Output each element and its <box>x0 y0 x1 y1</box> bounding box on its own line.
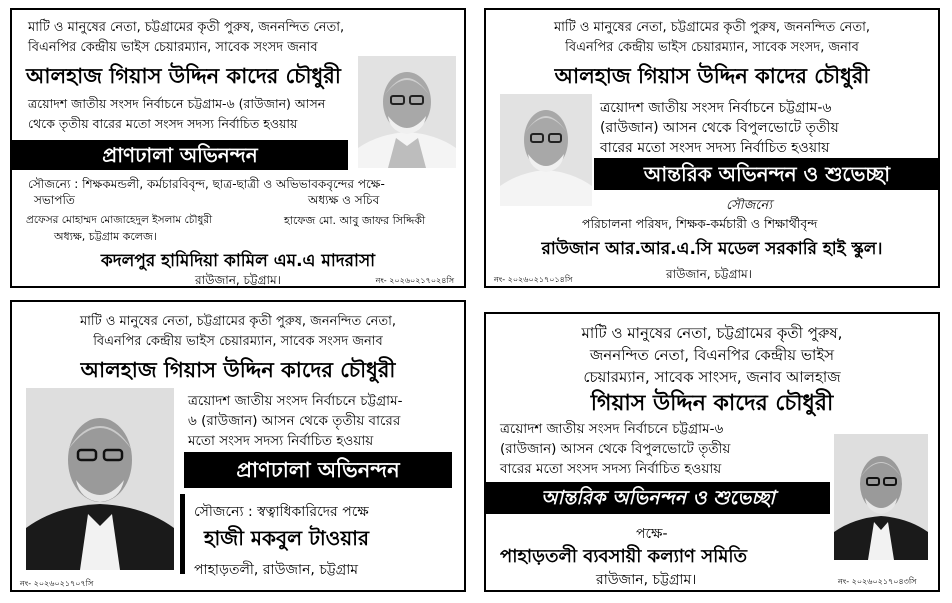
ad3-accent-bar <box>180 494 185 574</box>
ad4-body-line-3: বারের মতো সংসদ সদস্য নির্বাচিত হওয়ায় <box>500 461 722 477</box>
ad2-courtesy-sub: পরিচালনা পরিষদ, শিক্ষক-কর্মচারী ও শিক্ষার্থীবৃন্দ <box>582 216 818 231</box>
ad2-greeting-banner: আন্তরিক অভিনন্দন ও শুভেচ্ছা <box>594 158 940 190</box>
ad4-intro-line-2: জননন্দিত নেতা, বিএনপির কেন্দ্রীয় ভাইস <box>589 346 835 364</box>
ad1-reference-number: নং- ২০২৬০২১৭০২৪সি <box>375 276 454 285</box>
ad1-leader-photo <box>358 56 456 168</box>
ad2-body-line-2: (রাউজান) আসন থেকে বিপুলভোটে তৃতীয় <box>600 120 839 136</box>
ad4-leader-photo <box>834 434 928 560</box>
ad4-body-line-2: (রাউজান) আসন থেকে বিপুলভোটে তৃতীয় <box>500 441 731 457</box>
ad3-organization: হাজী মকবুল টাওয়ার <box>204 526 369 550</box>
ad1-intro-line-2: বিএনপির কেন্দ্রীয় ভাইস চেয়ারম্যান, সাবেক সংসদ জনাব <box>28 40 318 55</box>
ad4-place: রাউজান, চট্টগ্রাম। <box>596 572 697 588</box>
ad3-body-line-2: ৬ (রাউজান) আসন থেকে তৃতীয় বারের <box>188 413 401 429</box>
ad4-intro-line-1: মাটি ও মানুষের নেতা, চট্টগ্রামের কৃতী পুরুষ, <box>581 324 843 342</box>
ad3-body-line-3: মতো সংসদ সদস্য নির্বাচিত হওয়ায় <box>188 433 374 449</box>
ad2-leader-name: আলহাজ গিয়াস উদ্দিন কাদের চৌধুরী <box>554 64 870 88</box>
advertisement-3 <box>10 300 466 592</box>
ad2-organization: রাউজান আর.আর.এ.সি মডেল সরকারি হাই স্কুল। <box>541 239 883 259</box>
ad1-leader-name: আলহাজ গিয়াস উদ্দিন কাদের চৌধুরী <box>26 64 341 88</box>
ad2-body-line-3: বারের মতো সংসদ সদস্য নির্বাচিত হওয়ায় <box>600 140 830 156</box>
ad3-intro-line-2: বিএনপির কেন্দ্রীয় ভাইস চেয়ারম্যান, সাবেক সংসদ জনাব <box>93 334 383 349</box>
ad1-person-left: প্রফেসর মোহাম্মদ মোজাহেদুল ইসলাম চৌধুরী <box>26 214 213 226</box>
portrait-image <box>500 94 592 206</box>
ad1-organization: কদলপুর হামিদিয়া কামিল এম.এ মাদরাসা <box>100 251 376 271</box>
ad1-body-line-2: থেকে তৃতীয় বারের মতো সংসদ সদস্য নির্বাচিত হওয়ায় <box>28 116 298 131</box>
advertisement-2 <box>484 8 940 288</box>
ad4-reference-number: নং- ২০২৬০২১৭০৪৩সি <box>838 577 917 586</box>
ad3-courtesy: সৌজন্যে : স্বত্বাধিকারিদের পক্ষে <box>194 504 369 520</box>
ad4-courtesy: পক্ষে- <box>636 526 668 542</box>
ad1-role-right: অধ্যক্ষ ও সচিব <box>308 193 380 207</box>
ad4-body-line-1: ত্রয়োদশ জাতীয় সংসদ নির্বাচনে চট্টগ্রাম-৬ <box>500 421 724 437</box>
ad2-place: রাউজান, চট্টগ্রাম। <box>666 267 752 281</box>
ad2-reference-number: নং- ২০২৬০২১৭০১৪সি <box>494 275 573 284</box>
ad3-body-line-1: ত্রয়োদশ জাতীয় সংসদ নির্বাচনে চট্টগ্রাম- <box>188 393 403 409</box>
advertisement-1 <box>10 8 466 288</box>
ad1-person-right: হাফেজ মো. আবু জাফর সিদ্দিকী <box>284 214 426 227</box>
ad2-intro-line-1: মাটি ও মানুষের নেতা, চট্টগ্রামের কৃতী পুরুষ, জননন্দিত নেতা, <box>553 20 871 35</box>
ad2-courtesy: সৌজন্যে <box>726 198 772 213</box>
portrait-image <box>834 434 928 560</box>
ad3-leader-name: আলহাজ গিয়াস উদ্দিন কাদের চৌধুরী <box>80 358 396 382</box>
ad3-place: পাহাড়তলী, রাউজান, চট্টগ্রাম <box>194 562 359 578</box>
advertisement-4 <box>484 312 940 592</box>
ad3-greeting-banner: প্রাণঢালা অভিনন্দন <box>184 452 452 488</box>
portrait-image <box>358 56 456 168</box>
ad1-person-left-subtitle: অধ্যক্ষ, চট্টগ্রাম কলেজ। <box>54 230 157 243</box>
ad4-organization: পাহাড়তলী ব্যবসায়ী কল্যাণ সমিতি <box>500 546 747 567</box>
ad2-intro-line-2: বিএনপির কেন্দ্রীয় ভাইস চেয়ারম্যান, সাবেক সংসদ, জনাব <box>565 40 859 55</box>
ad4-intro-line-3: চেয়ারম্যান, সাবেক সাংসদ, জনাব আলহাজ <box>583 368 841 386</box>
ad2-body-line-1: ত্রয়োদশ জাতীয় সংসদ নির্বাচনে চট্টগ্রাম-৬ <box>600 100 832 116</box>
ad1-body-line-1: ত্রয়োদশ জাতীয় সংসদ নির্বাচনে চট্টগ্রাম-৬ (রাউজান) আসন <box>28 96 326 111</box>
ad1-place: রাউজান, চট্টগ্রাম। <box>195 273 281 287</box>
ad4-leader-name: গিয়াস উদ্দিন কাদের চৌধুরী <box>590 391 834 416</box>
ad3-reference-number: নং- ২০২৬০২১৭০৭সি <box>20 579 94 588</box>
ad2-leader-photo <box>500 94 592 206</box>
portrait-image <box>26 388 174 570</box>
ad4-greeting-banner: আন্তরিক অভিনন্দন ও শুভেচ্ছা <box>486 482 830 514</box>
ad1-role-left: সভাপতি <box>34 193 75 207</box>
ad1-greeting-banner: প্রাণঢালা অভিনন্দন <box>12 140 348 170</box>
ad1-courtesy: সৌজন্যে : শিক্ষকমন্ডলী, কর্মচারবিবৃন্দ, ছাত্র-ছাত্রী ও অভিভাবকবৃন্দের পক্ষে- <box>28 177 385 191</box>
ad1-intro-line-1: মাটি ও মানুষের নেতা, চট্টগ্রামের কৃতী পুরুষ, জননন্দিত নেতা, <box>28 20 345 35</box>
ad3-intro-line-1: মাটি ও মানুষের নেতা, চট্টগ্রামের কৃতী পুরুষ, জননন্দিত নেতা, <box>79 314 397 329</box>
ad3-leader-photo <box>26 388 174 570</box>
